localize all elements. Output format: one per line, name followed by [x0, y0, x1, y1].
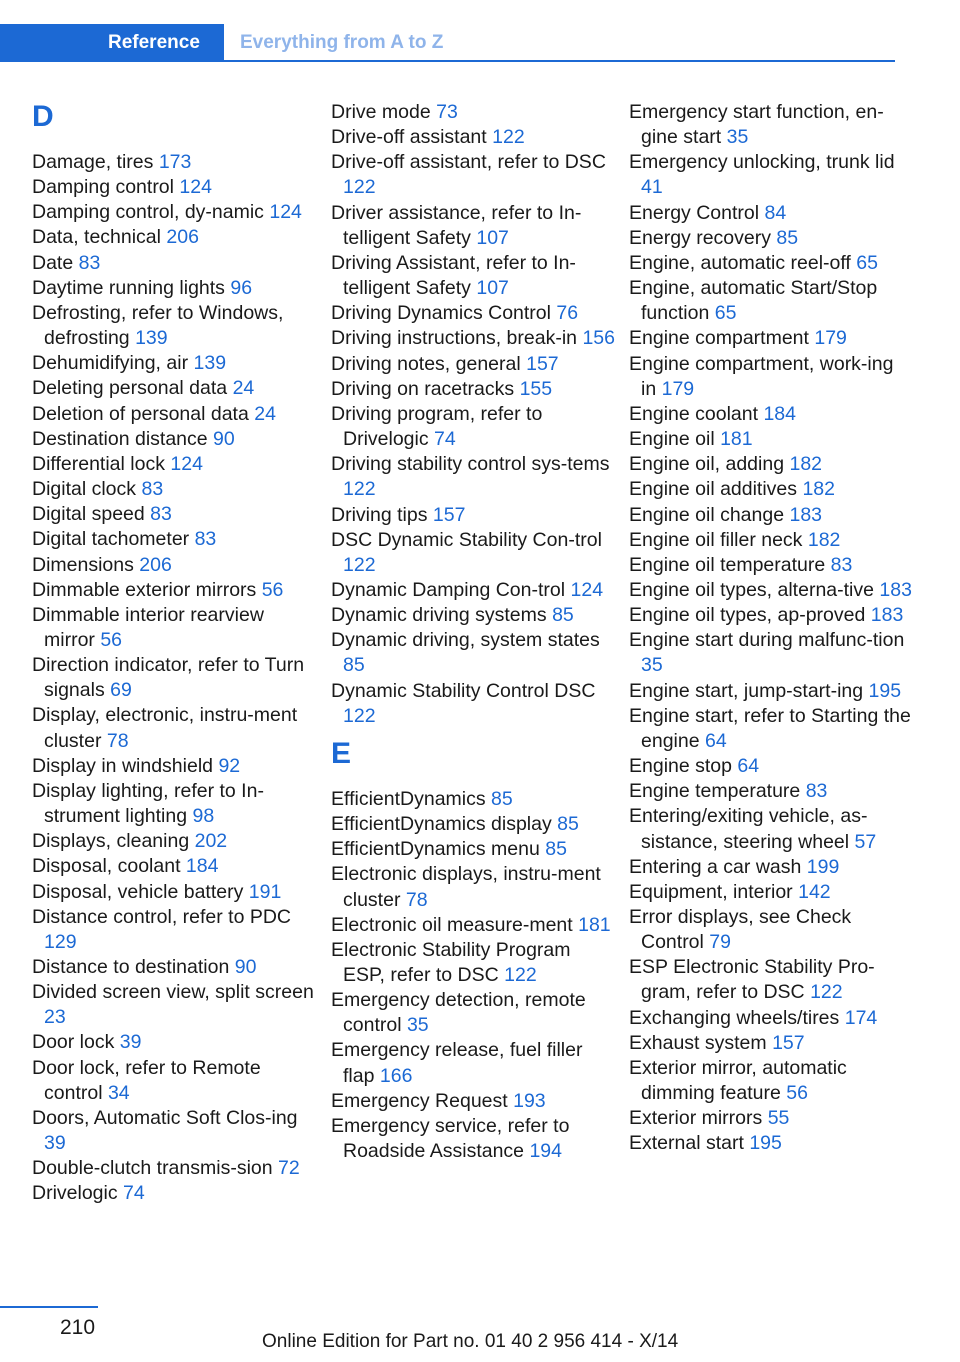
index-entry-term: Engine compartment, work-ing in [629, 352, 894, 400]
index-page-link[interactable]: 122 [504, 964, 537, 986]
index-entry [629, 1031, 914, 1056]
index-column-2 [331, 100, 616, 1164]
index-page-link[interactable]: 139 [193, 352, 227, 375]
index-entry [629, 779, 914, 804]
index-page-link[interactable]: 74 [434, 428, 456, 451]
index-entry-term: EfficientDynamics display [331, 813, 552, 836]
index-entry-term: Engine oil filler neck [629, 528, 803, 551]
index-entry [331, 326, 616, 351]
index-page-link[interactable]: 129 [44, 930, 77, 953]
index-entry [629, 855, 914, 880]
index-entry [629, 477, 914, 502]
index-entry [629, 955, 914, 1005]
index-entry-term: Double-clutch transmis-sion [32, 1157, 273, 1180]
index-entry-term: Entering/exiting vehicle, as-sistance, steering wheel [629, 805, 868, 853]
index-entry-term: Engine oil types, ap-proved [629, 604, 866, 627]
index-entry-term: Engine oil change [629, 503, 785, 526]
index-entry [331, 862, 616, 912]
index-page-link[interactable]: 179 [814, 327, 847, 350]
index-entry [32, 779, 317, 829]
index-entry-term: Driving program, refer to Drivelogic [331, 402, 543, 451]
index-page-link[interactable]: 122 [810, 981, 843, 1004]
index-entry [629, 452, 914, 477]
index-entry-term: Engine oil types, alterna-tive [629, 578, 874, 601]
index-page-link[interactable]: 85 [491, 787, 513, 810]
index-page-link[interactable]: 124 [269, 201, 302, 224]
index-entry [629, 880, 914, 905]
index-entry-term: Deleting personal data [32, 377, 228, 400]
index-page-link[interactable]: 179 [661, 377, 695, 400]
index-entry-term: Display, electronic, instru-ment cluster [32, 704, 298, 752]
index-entry-term: Drive mode [331, 101, 431, 123]
index-entry-term: Destination distance [32, 427, 208, 450]
index-page-link[interactable]: 122 [492, 126, 525, 149]
index-entry-term: Dimensions [32, 553, 134, 576]
index-entry-term: Daytime running lights [32, 276, 225, 299]
index-entry-term: Engine start, jump-start-ing [629, 679, 864, 702]
index-page-link[interactable]: 191 [248, 880, 282, 903]
index-page-link[interactable]: 202 [194, 830, 228, 853]
index-page-link[interactable]: 124 [179, 176, 212, 199]
index-entry [32, 829, 317, 854]
index-page-link[interactable]: 157 [772, 1031, 805, 1054]
index-entry-term: Driver assistance, refer to In-telligent Safety [331, 201, 582, 249]
index-entry [331, 988, 616, 1038]
index-entry-term: Door lock [32, 1031, 115, 1054]
index-entry-term: Dynamic driving systems [331, 604, 547, 627]
index-page-link[interactable]: 195 [868, 679, 902, 702]
index-entry [331, 938, 616, 988]
index-entry [32, 905, 317, 955]
index-entry-term: Emergency start function, en-gine start [629, 101, 884, 149]
index-entry [32, 854, 317, 879]
index-entry [331, 837, 616, 862]
index-page-link[interactable]: 69 [110, 679, 132, 702]
index-entry [629, 528, 914, 553]
index-page-link[interactable]: 122 [343, 704, 376, 727]
index-entry [331, 150, 616, 200]
index-entry [629, 1006, 914, 1031]
index-page-link[interactable]: 76 [556, 302, 579, 325]
index-entry [32, 1106, 317, 1156]
index-page-link[interactable]: 34 [107, 1081, 130, 1104]
index-entry [629, 905, 914, 955]
index-entry [629, 150, 914, 200]
index-entry [331, 528, 616, 578]
index-page-link[interactable]: 155 [519, 377, 553, 400]
index-entry-term: Electronic displays, instru-ment cluster [331, 863, 601, 911]
index-entry [32, 276, 317, 301]
index-entry [331, 100, 616, 125]
index-entry-term: Damping control [32, 176, 174, 199]
index-page-link[interactable]: 199 [806, 855, 840, 878]
index-page-link[interactable]: 107 [476, 226, 509, 249]
index-entry-term: Emergency detection, remote control [331, 989, 586, 1037]
index-entry [331, 603, 616, 628]
index-entry [629, 1106, 914, 1131]
index-entry [629, 628, 914, 678]
index-page-link[interactable]: 41 [641, 176, 663, 199]
index-page-link[interactable]: 183 [870, 604, 904, 627]
index-entry [32, 452, 317, 477]
index-entry [629, 326, 914, 351]
index-entry [629, 251, 914, 276]
index-entry-term: Exterior mirror, automatic dimming feature [629, 1056, 847, 1105]
index-entry-term: Driving Assistant, refer to In-telligent Safety [331, 251, 576, 300]
index-entry-term: Drive-off assistant [331, 126, 487, 149]
index-page-link[interactable]: 156 [582, 327, 615, 350]
index-entry-term: Data, technical [32, 226, 161, 249]
index-entry [331, 812, 616, 837]
index-entry-term: Emergency release, fuel filler flap [331, 1039, 583, 1087]
index-entry-term: EfficientDynamics [331, 787, 486, 810]
index-page-link[interactable]: 142 [798, 880, 831, 903]
subsection-title: Everything from A to Z [240, 32, 444, 53]
index-entry [629, 804, 914, 854]
index-entry [331, 1038, 616, 1088]
index-column-3 [629, 100, 914, 1157]
index-page-link[interactable]: 23 [44, 1006, 66, 1029]
index-entry [629, 1056, 914, 1106]
index-entry-term: Divided screen view, split screen [32, 981, 314, 1004]
index-entry-term: Engine oil additives [629, 478, 798, 501]
index-page-link[interactable]: 24 [232, 377, 255, 400]
index-entry [331, 679, 616, 729]
index-entry [32, 427, 317, 452]
index-page-link[interactable]: 35 [406, 1014, 429, 1037]
index-entry-term: Displays, cleaning [32, 830, 190, 853]
index-entry [32, 754, 317, 779]
index-entry-term: Digital speed [32, 503, 145, 526]
index-entry-term: Driving Dynamics Control [331, 302, 551, 325]
index-entry [629, 754, 914, 779]
index-entry-term: DSC Dynamic Stability Con-trol [331, 528, 602, 551]
index-entry [629, 427, 914, 452]
index-entry-term: Equipment, interior [629, 880, 793, 903]
index-entry-term: Door lock, refer to Remote control [32, 1056, 261, 1104]
index-entry-term: Drive-off assistant, refer to DSC [331, 151, 606, 174]
index-entry-term: Dynamic driving, system states [331, 629, 600, 652]
index-page-link[interactable]: 184 [763, 402, 796, 425]
index-page-link[interactable]: 107 [476, 277, 509, 300]
index-page-link[interactable]: 166 [379, 1064, 413, 1087]
index-entry-term: Engine temperature [629, 780, 801, 803]
index-page-link[interactable]: 181 [720, 428, 753, 451]
index-entry-term: Engine, automatic Start/Stop function [629, 277, 878, 325]
index-entry-term: Date [32, 251, 74, 274]
index-entry-term: Driving instructions, break-in [331, 327, 578, 350]
index-page-link[interactable]: 92 [218, 754, 241, 777]
index-page-link[interactable]: 74 [123, 1182, 145, 1205]
index-page-link[interactable]: 64 [737, 755, 760, 778]
index-entry-term: EfficientDynamics menu [331, 838, 540, 861]
index-entry [629, 679, 914, 704]
index-entry [32, 502, 317, 527]
index-column-1 [32, 100, 317, 1207]
index-page-link[interactable]: 83 [141, 478, 164, 501]
index-entry [32, 653, 317, 703]
index-entry [32, 351, 317, 376]
index-page-link[interactable]: 79 [709, 931, 731, 954]
page-header [0, 24, 895, 62]
index-entry [331, 301, 616, 326]
index-entry [629, 226, 914, 251]
index-entry-term: Dynamic Damping Con-trol [331, 578, 566, 601]
index-entry [32, 301, 317, 351]
index-page-link[interactable]: 78 [106, 729, 129, 752]
index-page-link[interactable]: 56 [100, 628, 123, 651]
index-entry-term: Error displays, see Check Control [629, 906, 852, 954]
index-page-link[interactable]: 122 [343, 176, 376, 199]
index-page-link[interactable]: 35 [641, 654, 663, 677]
index-page-link[interactable]: 56 [786, 1082, 808, 1105]
index-page-link[interactable]: 90 [213, 427, 235, 450]
index-entry-term: Deletion of personal data [32, 402, 249, 425]
index-page-link[interactable]: 72 [278, 1157, 300, 1180]
index-entry [331, 201, 616, 251]
index-entry [331, 402, 616, 452]
header-rule [224, 60, 895, 62]
index-entry [629, 100, 914, 150]
index-entry-term: Emergency service, refer to Roadside Assistance [331, 1114, 570, 1163]
index-entry-term: Display lighting, refer to In-strument lighting [32, 779, 264, 828]
index-entry-term: Doors, Automatic Soft Clos-ing [32, 1106, 298, 1129]
index-entry-term: ESP Electronic Stability Pro-gram, refer to DSC [629, 956, 875, 1004]
index-page-link[interactable]: 83 [150, 503, 172, 526]
index-entry-term: Engine oil [629, 428, 715, 451]
index-entry-term: Disposal, coolant [32, 855, 181, 878]
index-entry [32, 150, 317, 175]
index-entry [629, 503, 914, 528]
index-page-link[interactable]: 65 [856, 251, 878, 274]
index-entry [331, 125, 616, 150]
index-entry [331, 787, 616, 812]
index-letter-heading: D [32, 100, 54, 133]
index-entry [32, 1156, 317, 1181]
index-entry-term: Engine oil, adding [629, 453, 785, 476]
index-page-link[interactable]: 56 [261, 578, 284, 601]
index-entry [331, 503, 616, 528]
index-entry-term: Entering a car wash [629, 855, 802, 878]
index-entry-term: Emergency Request [331, 1089, 508, 1112]
index-page-link[interactable]: 193 [513, 1089, 546, 1112]
index-entry [32, 1181, 317, 1206]
index-page-link[interactable]: 64 [704, 729, 727, 752]
index-entry [32, 376, 317, 401]
page-number: 210 [60, 1316, 96, 1339]
index-entry-term: Drivelogic [32, 1182, 118, 1205]
index-entry [629, 1131, 914, 1156]
index-page-link[interactable]: 39 [119, 1031, 142, 1054]
index-page-link[interactable]: 124 [170, 452, 203, 475]
index-entry [331, 913, 616, 938]
index-entry [32, 955, 317, 980]
index-page-link[interactable]: 195 [749, 1132, 782, 1155]
index-page-link[interactable]: 85 [776, 226, 799, 249]
index-entry-term: Engine oil temperature [629, 553, 826, 576]
index-entry-term: Differential lock [32, 452, 165, 475]
index-page-link[interactable]: 83 [805, 780, 828, 803]
index-page-link[interactable]: 83 [830, 553, 853, 576]
index-page-link[interactable]: 85 [557, 813, 579, 836]
index-page-link[interactable]: 174 [844, 1006, 878, 1029]
index-page-link[interactable]: 181 [578, 913, 611, 936]
index-page-link[interactable]: 85 [552, 604, 574, 627]
index-entry [32, 1056, 317, 1106]
index-entry-term: Driving on racetracks [331, 377, 515, 400]
index-page-link[interactable]: 35 [726, 126, 749, 149]
index-entry-term: Direction indicator, refer to Turn signals [32, 654, 305, 702]
index-entry [32, 603, 317, 653]
index-entry [629, 578, 914, 603]
index-entry [32, 402, 317, 427]
index-page-link[interactable]: 83 [78, 251, 101, 274]
index-page-link[interactable]: 73 [436, 101, 458, 123]
index-entry-term: Driving notes, general [331, 352, 521, 375]
index-entry [331, 377, 616, 402]
section-tab-reference: Reference [0, 24, 224, 62]
index-entry-term: Energy recovery [629, 226, 771, 249]
index-entry [32, 703, 317, 753]
index-entry-term: Emergency unlocking, trunk lid [629, 151, 895, 174]
index-entry-term: Engine start during malfunc-tion [629, 629, 905, 652]
index-entry-term: Digital tachometer [32, 528, 190, 551]
index-page-link[interactable]: 83 [194, 528, 217, 551]
index-entry-term: Dimmable interior rearview mirror [32, 603, 264, 651]
index-entry-term: Electronic oil measure-ment [331, 913, 573, 936]
footer-rule [0, 1306, 98, 1308]
index-entry [331, 352, 616, 377]
index-entry [32, 527, 317, 552]
index-page-link[interactable]: 57 [854, 830, 877, 853]
index-entry-term: Defrosting, refer to Windows, defrosting [32, 301, 284, 350]
index-page-link[interactable]: 96 [230, 276, 253, 299]
index-entry-term: Digital clock [32, 478, 137, 501]
index-entry [629, 201, 914, 226]
index-entry [32, 880, 317, 905]
index-entry-term: Engine start, refer to Starting the engine [629, 704, 911, 752]
index-entry-term: Electronic Stability Program ESP, refer to DSC [331, 938, 571, 986]
index-entry-term: Engine stop [629, 755, 732, 778]
index-page-link[interactable]: 173 [158, 151, 192, 173]
edition-note: Online Edition for Part no. 01 40 2 956 414 - X/14 [262, 1331, 679, 1352]
index-entry-term: Driving stability control sys-tems [331, 453, 610, 476]
index-entry [331, 628, 616, 678]
index-page-link[interactable]: 24 [254, 402, 276, 425]
index-page-link[interactable]: 183 [879, 578, 912, 601]
index-entry-term: Exterior mirrors [629, 1107, 763, 1130]
index-entry-term: Disposal, vehicle battery [32, 880, 244, 903]
index-entry-term: Dimmable exterior mirrors [32, 578, 257, 601]
index-page-link[interactable]: 65 [714, 302, 737, 325]
index-entry [32, 980, 317, 1030]
index-entry-term: Driving tips [331, 503, 428, 526]
index-entry-term: Exhaust system [629, 1031, 767, 1054]
index-page-link[interactable]: 182 [789, 453, 823, 476]
index-entry [32, 200, 317, 225]
index-letter-heading: E [331, 736, 352, 770]
index-entry [32, 175, 317, 200]
index-page-link[interactable]: 98 [192, 805, 215, 828]
index-page-link[interactable]: 157 [526, 352, 559, 375]
index-page-link[interactable]: 85 [343, 654, 365, 677]
index-page-link[interactable]: 182 [807, 528, 841, 551]
index-entry-term: Distance control, refer to PDC [32, 905, 292, 928]
index-page-link[interactable]: 124 [570, 578, 604, 601]
index-entry-term: Display in windshield [32, 754, 214, 777]
index-page-link[interactable]: 206 [139, 553, 172, 576]
index-page-link[interactable]: 55 [767, 1107, 790, 1130]
index-page-link[interactable]: 78 [405, 888, 428, 911]
index-entry [331, 1114, 616, 1164]
index-entry [331, 452, 616, 502]
index-entry [629, 603, 914, 628]
index-page-link[interactable]: 122 [343, 553, 376, 576]
index-entry [32, 553, 317, 578]
index-entry [629, 704, 914, 754]
index-entry-term: Engine compartment [629, 327, 809, 350]
index-entry-term: Dynamic Stability Control DSC [331, 679, 596, 702]
index-entry-term: Damping control, dy-namic [32, 201, 264, 224]
index-page-link[interactable]: 39 [44, 1132, 66, 1155]
index-entry [629, 402, 914, 427]
index-page-link[interactable]: 194 [529, 1140, 562, 1163]
index-page-link[interactable]: 85 [545, 838, 567, 861]
index-page-link[interactable]: 90 [234, 956, 257, 978]
index-entry [32, 225, 317, 250]
index-entry [32, 251, 317, 276]
index-entry-term: Exchanging wheels/tires [629, 1006, 840, 1029]
index-page-link[interactable]: 182 [802, 478, 835, 501]
index-entry-term: External start [629, 1132, 744, 1155]
index-entry-term: Distance to destination [32, 956, 230, 978]
index-entry [331, 578, 616, 603]
index-page-link[interactable]: 157 [432, 503, 466, 526]
index-page-link[interactable]: 206 [166, 226, 199, 249]
index-entry-term: Dehumidifying, air [32, 352, 189, 375]
index-entry [331, 1089, 616, 1114]
index-page-link[interactable]: 84 [764, 201, 787, 224]
index-entry [629, 553, 914, 578]
index-entry [331, 251, 616, 301]
index-entry [32, 1030, 317, 1055]
index-page-link[interactable]: 139 [135, 327, 168, 350]
index-entry-term: Engine coolant [629, 402, 759, 425]
index-entry [629, 276, 914, 326]
index-page-link[interactable]: 183 [789, 503, 823, 526]
index-page-link[interactable]: 184 [185, 855, 219, 878]
index-entry-term: Engine, automatic reel-off [629, 251, 851, 274]
index-page-link[interactable]: 122 [343, 478, 376, 501]
index-entry-term: Energy Control [629, 201, 760, 224]
index-entry [32, 477, 317, 502]
index-entry [32, 578, 317, 603]
index-entry [629, 352, 914, 402]
index-entry-term: Damage, tires [32, 151, 154, 173]
